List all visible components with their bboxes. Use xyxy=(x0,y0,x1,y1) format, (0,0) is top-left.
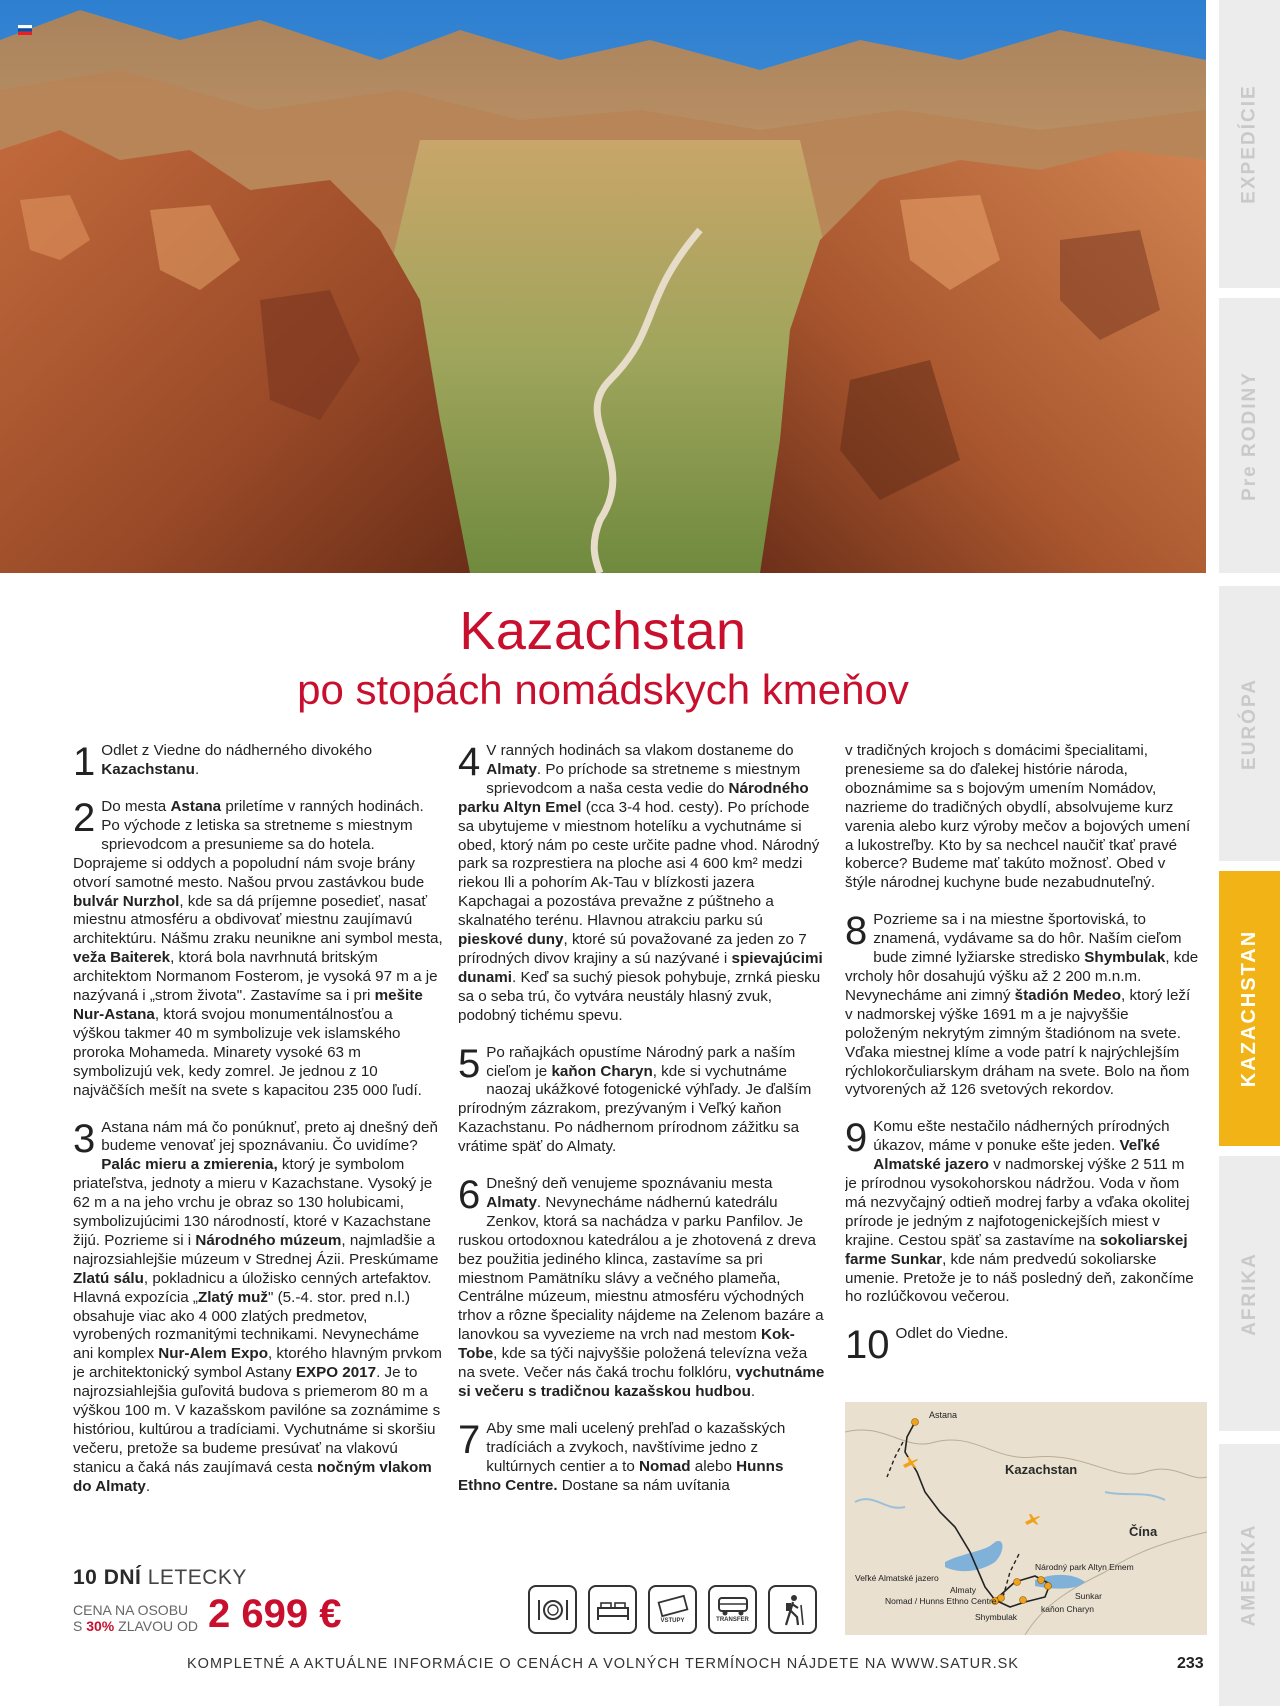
highlight-text: Veľké Almatské jazero xyxy=(873,1137,1160,1174)
highlight-text: Kazachstanu xyxy=(101,760,195,778)
trip-mode: LETECKY xyxy=(141,1566,247,1589)
body-text: , ktorá svojou monumentálnosťou a výškou takmer 40 m symbolizuje vek islamského proroka Mohameda. Minarety vysoké 63 m symbolizujú vek, kedy zomrel. Je jednou z 10 najväčších mešít na svete s kapacitou 235 000 ľudí. xyxy=(73,1005,422,1099)
body-text: Dostane sa nám uvítania xyxy=(557,1476,730,1494)
tab-label: AMERIKA xyxy=(1238,1523,1260,1627)
page-title: Kazachstan xyxy=(459,601,747,661)
body-text: , kde vrcholy hôr dosahujú výšku až 2 200 m.n.m. Nevynecháme ani zimný xyxy=(845,949,1199,1004)
price-label-line1: CENA NA OSOBU xyxy=(73,1602,189,1618)
price-label-line2 xyxy=(73,1618,198,1634)
day-number: 7 xyxy=(458,1419,481,1462)
map-label-charyn: kaňon Charyn xyxy=(1041,1604,1094,1614)
day-description xyxy=(896,1325,1009,1342)
day-description xyxy=(458,742,823,1024)
page-subtitle: po stopách nomádskych kmeňov xyxy=(297,666,909,713)
day-number: 2 xyxy=(73,798,96,840)
highlight-text: bulvár Nurzhol xyxy=(73,892,180,910)
day-description xyxy=(101,742,372,778)
highlight-text: Shymbulak xyxy=(1084,949,1166,967)
map-label-shymbulak: Shymbulak xyxy=(975,1612,1018,1622)
section-tabs xyxy=(1219,0,1280,1706)
highlight-text: Almaty xyxy=(486,1193,537,1211)
body-text: , ktorého hlavným prvkom je architektonický symbol Astany xyxy=(73,1345,442,1382)
body-text: , najmladšie a najrozsiahlejšie múzeum v Strednej Ázii. Preskúmame xyxy=(73,1231,439,1268)
itinerary-day-10 xyxy=(845,1325,1200,1363)
body-text: , ktorá bola navrhnutá britským architektom Normanom Fosterom, je vysoká 97 m a je nazývaná i „strom života". Zastavíme sa i pri xyxy=(73,949,438,1005)
tab-label: AFRIKA xyxy=(1238,1251,1260,1336)
icon-caption: VSTUPY xyxy=(660,1618,685,1624)
highlight-text: spievajúcimi dunami xyxy=(458,949,823,986)
body-text: Odlet z Viedne do nádherného divokého xyxy=(101,742,373,759)
body-text: priletíme v ranných hodinách. Po východe z letiska sa stretneme s miestnym sprievodcom a presunieme sa do hotela. Doprajeme si oddych a popoludní nám svoje brány otvorí samotné mesto. Našou prvou zastávkou bude xyxy=(73,798,425,891)
day-description xyxy=(458,1044,811,1156)
body-text: . Je to najrozsiahlejšia guľovitá budova s priemerom 80 m a výškou 100 m. V kazašskom pavilóne sa zoznámime s históriou, kultúrou a tradíciami. Vychutnáme si skoršiu večeru, pretože sa budeme presúvať na vlakovú stanicu a čaká nás zaujímavá cesta xyxy=(73,1364,441,1476)
highlight-text: Národného parku Altyn Emel xyxy=(458,779,809,816)
meals-icon xyxy=(528,1585,577,1634)
highlight-text: Palác mieru a zmierenia, xyxy=(101,1156,278,1174)
map-label-astana: Astana xyxy=(929,1410,958,1420)
map-label-almaty: Almaty xyxy=(950,1585,976,1595)
service-icons xyxy=(528,1585,817,1634)
tab-expedicie[interactable] xyxy=(1219,0,1280,288)
body-text: Komu ešte nestačilo nádherných prírodných úkazov, máme v ponuke ešte jeden. xyxy=(873,1118,1170,1155)
body-text: , ktoré sú považované za jeden zo 7 prírodných divov krajiny a sú nazývané i xyxy=(458,931,807,967)
footer-info: KOMPLETNÉ A AKTUÁLNE INFORMÁCIE O CENÁCH A VOLNÝCH TERMÍNOCH NÁJDETE NA WWW.SATUR.SK xyxy=(187,1656,1019,1672)
map-label-almatske-jazero: Veľké Almatské jazero xyxy=(855,1573,939,1583)
map-label-altyn-emel: Národný park Altyn Emem xyxy=(1035,1562,1134,1572)
day-description xyxy=(458,1175,824,1400)
tab-label: Pre RODINY xyxy=(1238,370,1260,501)
highlight-text: Astana xyxy=(170,798,222,815)
highlight-text: Národného múzeum xyxy=(195,1231,342,1249)
highlight-text: Zlatú sálu xyxy=(73,1269,144,1287)
day-number: 10 xyxy=(845,1325,890,1364)
body-text: . Po príchode sa stretneme s miestnym sprievodcom a naša cesta vedie do xyxy=(486,760,801,797)
body-text: Odlet do Viedne. xyxy=(895,1325,1009,1343)
map-label-kazachstan: Kazachstan xyxy=(1005,1462,1078,1477)
body-text: , kde sa týči najvyššie položená televízna veža na svete. Večer nás čaká trochu folklóru, xyxy=(458,1345,808,1382)
tab-label: EXPEDÍCIE xyxy=(1238,84,1260,204)
day-description xyxy=(73,798,443,1099)
highlight-text: pieskové duny xyxy=(458,931,564,949)
day-number: 3 xyxy=(73,1118,96,1161)
tab-kazachstan[interactable] xyxy=(1219,871,1280,1146)
itinerary-day-7 xyxy=(458,1420,828,1496)
body-text: ktorý je symbolom priateľstva, jednoty a mieru v Kazachstane. Vysoký je 62 m a na jeho vrchu je obraz so 130 holubicami, symbolizujúcimi 130 národností, ktoré v Kazachstane žijú. Pozrieme si i xyxy=(73,1156,433,1249)
itinerary-day-9 xyxy=(845,1118,1200,1307)
tab-label: EURÓPA xyxy=(1238,677,1260,770)
body-text: . Keď sa suchý piesok pohybuje, zrnká piesku sa o seba trú, čo vytvára neustály hlasný zvuk, podobný tichému spevu. xyxy=(458,968,821,1024)
map-label-nomad: Nomad / Hunns Ethno Centre xyxy=(885,1596,997,1606)
body-text: alebo xyxy=(690,1457,737,1475)
hero-photo-charyn-canyon xyxy=(0,0,1206,573)
highlight-text: vychutnáme si večeru s tradičnou kazašskou hudbou xyxy=(458,1364,825,1400)
highlight-text: mešite Nur-Astana xyxy=(73,987,423,1023)
body-text: V ranných hodinách sa vlakom dostaneme do xyxy=(486,742,794,759)
highlight-text: Nomad xyxy=(639,1457,691,1475)
highlight-text: kaňon Charyn xyxy=(551,1062,653,1080)
itinerary-day-continued xyxy=(845,742,1200,893)
body-text: , ktorý leží v nadmorskej výške 1691 m a je najvyššie položeným nekrytým zimným štadiónom na svete. Vďaka miestnej klíme a vode patrí k najrýchlejším rýchlokorčuliarskym dráham na svete. Bolo na ňom vytvorených až 126 svetových rekordov. xyxy=(845,986,1191,1099)
price-label xyxy=(73,1602,198,1634)
day-number: 1 xyxy=(73,742,96,780)
body-text: . Nevynecháme nádhernú katedrálu Zenkov, ktorá sa nachádza v parku Panfilov. Je ruskou ortodoxnou katedrálou a je zhotovená z dreva bez použitia jediného klinca, zastavíme sa pri miestnom Pamätníku slávy a večného plameňa, Centrálne múzeum, miestnu atmosféru východných trhov a rôzne špeciality nájdeme na Zelenom bazáre a lanovkou sa vyvezieme na vrch nad mestom xyxy=(458,1193,824,1344)
page-number: 233 xyxy=(1177,1655,1204,1672)
day-description xyxy=(845,742,1190,891)
discount-percent: 30% xyxy=(86,1618,115,1634)
price-prefix: S xyxy=(73,1618,87,1634)
body-text: . xyxy=(750,1383,756,1400)
tab-label: KAZACHSTAN xyxy=(1238,929,1260,1088)
body-text: v tradičných krojoch s domácimi špecialitami, prenesieme sa do ďalekej histórie národa, oboznámime sa s bojovým umením Nomádov, nazrieme do tradičných obydlí, absolvujeme kurz varenia alebo kurz výroby mečov a bojových umení a lukostreľby. Kto by sa nechcel naučiť tkať pravé koberce? Budeme mať takúto možnosť. Obed v štýle národnej kuchyne bude nezabudnuteľný. xyxy=(845,742,1191,892)
body-text: v nadmorskej výške 2 511 m je prírodnou vysokohorskou nádržou. Voda v ňom má nezvyčajný odtieň modrej farby a vďaka okolitej prírode je jedným z najfotogenickejších miest v krajine. Cestou späť sa zastavíme na xyxy=(845,1156,1190,1249)
hiking-icon xyxy=(768,1585,817,1634)
body-text: Do mesta xyxy=(101,798,171,815)
tab-pre-rodiny[interactable] xyxy=(1219,298,1280,573)
language-flag-icon xyxy=(18,22,32,32)
highlight-text: Zlatý muž xyxy=(197,1288,268,1306)
itinerary-day-1 xyxy=(73,742,443,780)
body-text: Astana nám má čo ponúknuť, preto aj dnešný deň budeme venovať jej spoznávaniu. Čo uvidíme? xyxy=(101,1118,438,1155)
highlight-text: sokoliarskej farme Sunkar xyxy=(845,1231,1188,1268)
body-text: Po raňajkách opustíme Národný park a naším cieľom je xyxy=(486,1043,796,1080)
highlight-text: Nur-Alem Expo xyxy=(158,1345,268,1363)
map-label-sunkar: Sunkar xyxy=(1075,1591,1102,1601)
day-number: 5 xyxy=(458,1043,481,1086)
tab-amerika[interactable] xyxy=(1219,1444,1280,1706)
itinerary-column-1 xyxy=(73,742,443,1515)
itinerary-day-2 xyxy=(73,798,443,1101)
body-text: , kde nám predvedú sokoliarske umenie. Pretože je to náš posledný deň, zakončíme ho rozlúčkovou večerou. xyxy=(845,1250,1194,1306)
route-map xyxy=(845,1402,1207,1635)
map-label-cina: Čína xyxy=(1129,1524,1158,1539)
trip-days: 10 DNÍ xyxy=(73,1566,142,1589)
tab-europa[interactable] xyxy=(1219,586,1280,861)
highlight-text: Almaty xyxy=(486,760,537,778)
body-text: Pozrieme sa i na miestne športoviská, to znamená, vydávame sa do hôr. Naším cieľom bude zimné lyžiarske stredisko xyxy=(873,911,1182,967)
icon-caption: TRANSFER xyxy=(716,1617,749,1623)
price-block xyxy=(73,1566,342,1634)
day-number: 4 xyxy=(458,742,481,784)
price-value: 2 699 € xyxy=(208,1592,342,1636)
body-text: . xyxy=(145,1477,151,1495)
itinerary-day-4 xyxy=(458,742,828,1026)
highlight-text: nočným vlakom do Almaty xyxy=(73,1458,432,1495)
body-text: , pokladnicu a úložisko cenných artefaktov. Hlavná expozícia „ xyxy=(73,1269,432,1306)
price-row xyxy=(73,1594,342,1634)
day-description xyxy=(845,911,1198,1098)
accommodation-icon xyxy=(588,1585,637,1634)
tab-afrika[interactable] xyxy=(1219,1156,1280,1431)
itinerary-column-2 xyxy=(458,742,828,1514)
body-text: " (5.-4. stor. pred n.l.) obsahuje viac ako 4 000 zlatých predmetov, vyrobených rozmanitými technikami. Nevynecháme ani komplex xyxy=(73,1288,420,1363)
day-number: 6 xyxy=(458,1175,481,1218)
highlight-text: Hunns Ethno Centre. xyxy=(458,1457,784,1494)
itinerary-day-6 xyxy=(458,1175,828,1402)
body-text: , kde sa dá príjemne posedieť, nasať miestnu atmosféru a obdivovať miestnu zaujímavú architektúru. Nášmu zraku neunikne ani symbol mesta, xyxy=(73,892,443,948)
highlight-text: Kok-Tobe xyxy=(458,1326,795,1363)
entry-tickets-icon xyxy=(648,1585,697,1634)
day-description xyxy=(73,1119,442,1495)
itinerary-day-8 xyxy=(845,911,1200,1100)
body-text: . xyxy=(194,760,200,778)
day-description xyxy=(845,1118,1194,1305)
highlight-text: veža Baiterek xyxy=(73,949,171,967)
day-number: 9 xyxy=(845,1118,868,1161)
itinerary-column-3 xyxy=(845,742,1200,1381)
body-text: , kde si vychutnáme naozaj ukážkové fotogenické výhľady. Je ďalším prírodným zázrakom, prezývaným i Veľký kaňon Kazachstanu. Po nádhernom prírodnom zážitku sa vrátime späť do Almaty. xyxy=(458,1062,812,1156)
trip-length xyxy=(73,1566,342,1590)
day-number: 8 xyxy=(845,911,868,954)
transfer-icon xyxy=(708,1585,757,1634)
body-text: (cca 3-4 hod. cesty). Po príchode sa ubytujeme v miestnom hotelíku a vychutnáme si obed, ktorý nám po ceste určite padne vhod. Národný park sa rozprestiera na ploche asi 4 600 km² medzi riekou Ili a pohorím Ak-Tau v blízkosti jazera Kapchagai a pozostáva prevažne z púštneho a skalnatého terénu. Hlavnou atrakciu parku sú xyxy=(458,798,820,930)
highlight-text: EXPO 2017 xyxy=(295,1364,377,1382)
day-description xyxy=(458,1420,785,1494)
itinerary-day-5 xyxy=(458,1044,828,1157)
price-suffix: ZLAVOU OD xyxy=(114,1618,199,1634)
body-text: Aby sme mali ucelený prehľad o kazašských tradíciách a zvykoch, navštívime jedno z kultúrnych centier a to xyxy=(486,1419,786,1475)
itinerary-day-3 xyxy=(73,1119,443,1497)
body-text: Dnešný deň venujeme spoznávaniu mesta xyxy=(486,1175,773,1193)
highlight-text: štadión Medeo xyxy=(1014,986,1121,1004)
